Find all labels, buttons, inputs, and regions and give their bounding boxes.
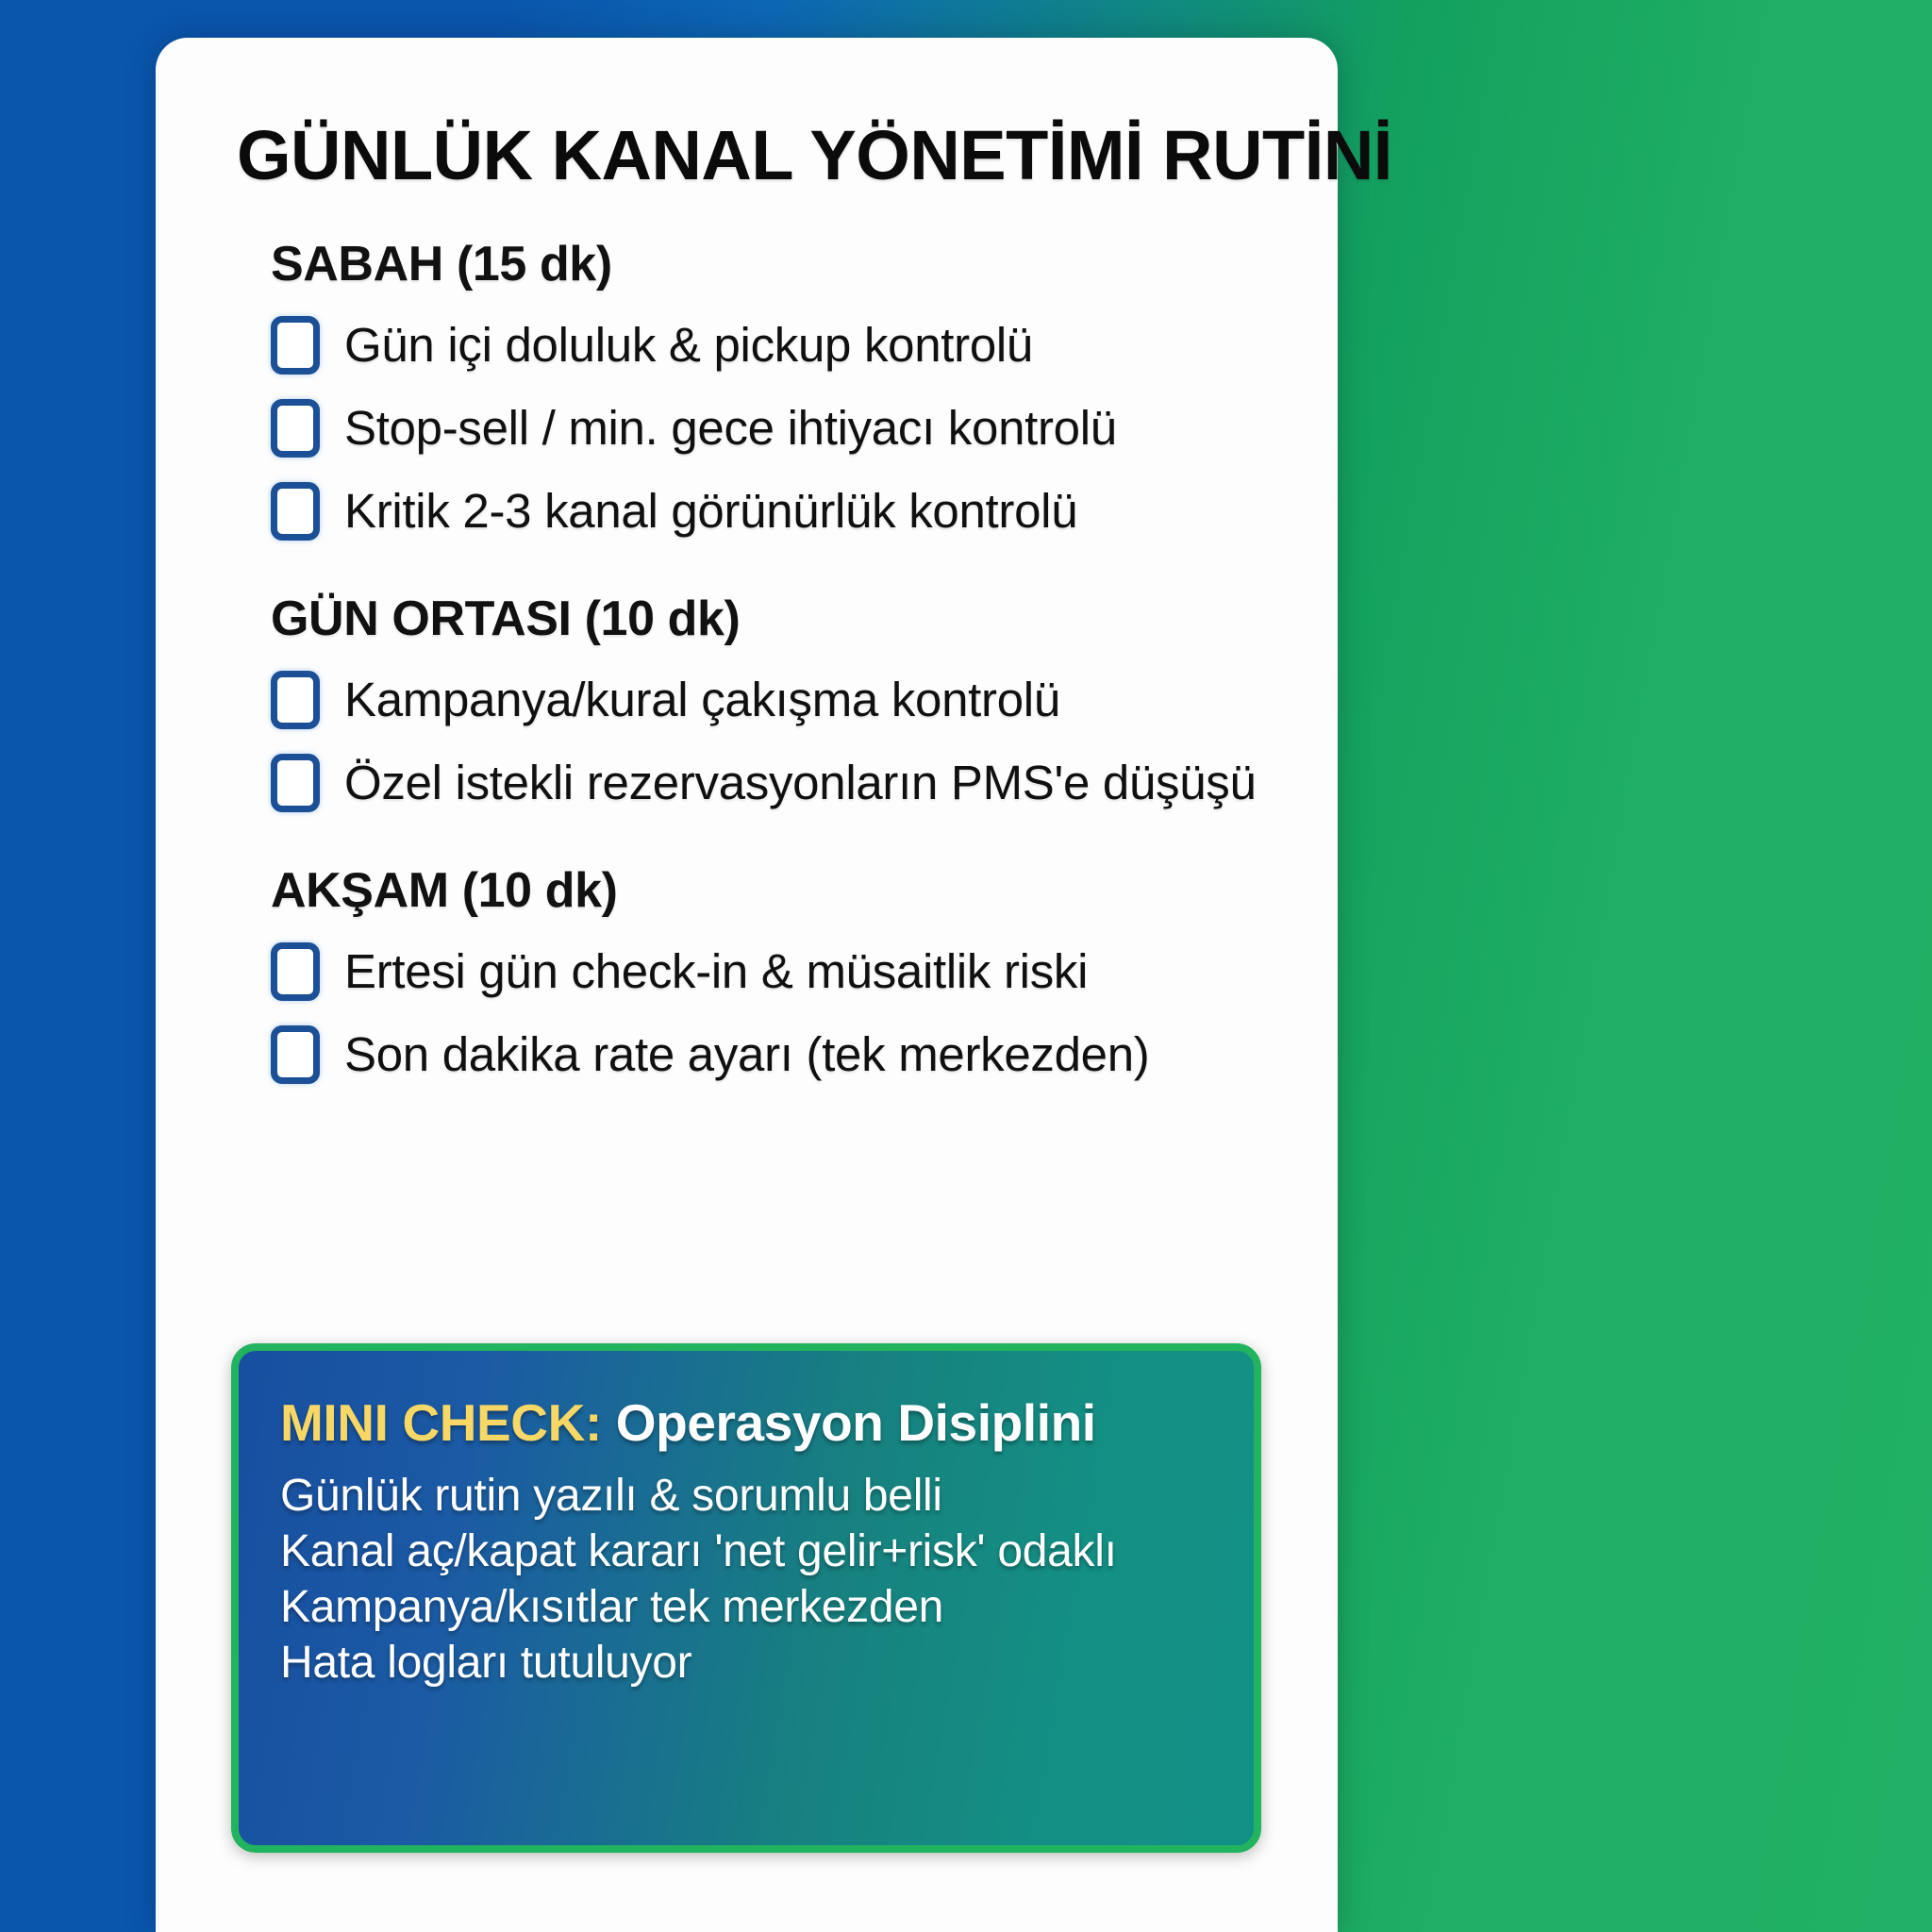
- checklist-sections: [271, 236, 1291, 1092]
- page-title: GÜNLÜK KANAL YÖNETİMİ RUTİNİ: [237, 116, 1392, 194]
- section-gun-ortasi: [271, 591, 1291, 821]
- mini-check-label: MINI CHECK:: [280, 1393, 602, 1452]
- checkbox-icon[interactable]: [271, 399, 320, 458]
- mini-check-line: Kampanya/kısıtlar tek merkezden: [280, 1582, 944, 1633]
- checkbox-icon[interactable]: [271, 482, 320, 541]
- checklist-item-label: Ertesi gün check-in & müsaitlik riski: [344, 944, 1089, 999]
- mini-check-title: [280, 1392, 1216, 1453]
- section-heading-aksam: AKŞAM (10 dk): [271, 862, 618, 918]
- checkbox-icon[interactable]: [271, 942, 320, 1001]
- section-sabah: [271, 236, 1291, 549]
- checkbox-icon[interactable]: [271, 754, 320, 812]
- mini-check-line: Kanal aç/kapat kararı 'net gelir+risk' odaklı: [280, 1526, 1117, 1577]
- checklist-item[interactable]: [271, 308, 1291, 383]
- section-heading-gun-ortasi: GÜN ORTASI (10 dk): [271, 591, 741, 646]
- mini-check-subject: Operasyon Disiplini: [615, 1393, 1096, 1452]
- checkbox-icon[interactable]: [271, 1025, 320, 1084]
- checkbox-icon[interactable]: [271, 671, 320, 729]
- checklist-item[interactable]: [271, 934, 1291, 1009]
- checklist-item-label: Son dakika rate ayarı (tek merkezden): [344, 1027, 1150, 1082]
- checklist-item[interactable]: [271, 474, 1291, 549]
- checklist-item-label: Gün içi doluluk & pickup kontrolü: [344, 318, 1033, 373]
- section-heading-sabah: SABAH (15 dk): [271, 236, 612, 291]
- checklist-item[interactable]: [271, 391, 1291, 466]
- section-aksam: [271, 862, 1291, 1092]
- checklist-item[interactable]: [271, 1017, 1291, 1092]
- checkbox-icon[interactable]: [271, 316, 320, 375]
- mini-check-line: Günlük rutin yazılı & sorumlu belli: [280, 1471, 942, 1521]
- mini-check-panel: [231, 1343, 1261, 1853]
- checklist-item-label: Özel istekli rezervasyonların PMS'e düşüşü: [344, 756, 1257, 810]
- checklist-item[interactable]: [271, 662, 1291, 738]
- checklist-item[interactable]: [271, 745, 1291, 821]
- checklist-item-label: Kampanya/kural çakışma kontrolü: [344, 673, 1060, 727]
- mini-check-line: Hata logları tutuluyor: [280, 1638, 692, 1689]
- checklist-item-label: Stop-sell / min. gece ihtiyacı kontrolü: [344, 401, 1117, 456]
- checklist-item-label: Kritik 2-3 kanal görünürlük kontrolü: [344, 484, 1078, 539]
